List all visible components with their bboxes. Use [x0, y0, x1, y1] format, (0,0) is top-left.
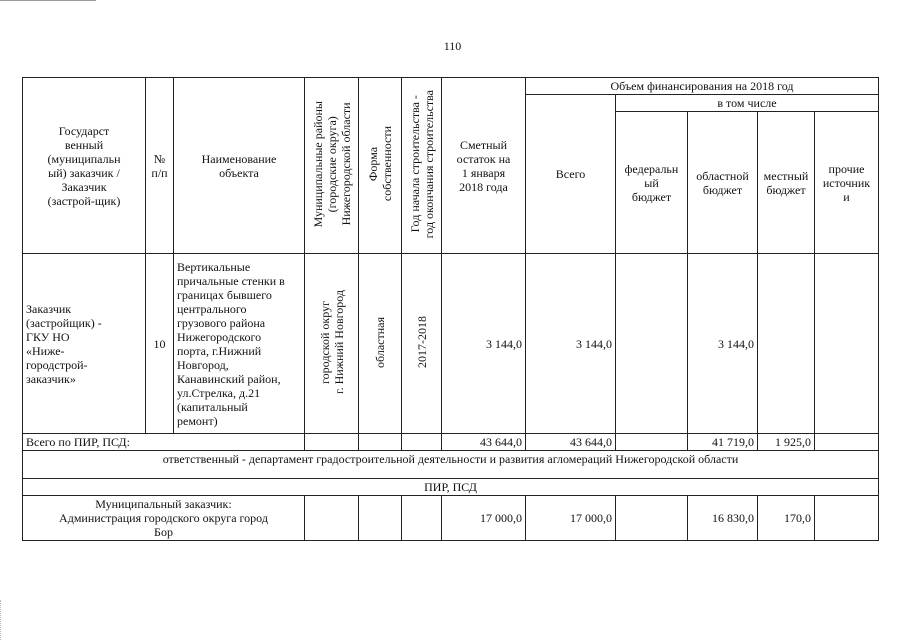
table-row-section [23, 479, 879, 496]
cell-regional: 3 144,0 [688, 254, 758, 434]
header-including: в том числе [616, 95, 879, 112]
cell-total-total: 43 644,0 [526, 434, 616, 451]
cell-years: 2017-2018 [402, 254, 442, 434]
table-row [23, 254, 879, 434]
cell-total-regional: 41 719,0 [688, 434, 758, 451]
header-other: прочие источник и [815, 112, 879, 254]
cell-empty [359, 496, 402, 541]
cell-ownership: областная [359, 254, 402, 434]
cell-district: городской округ г. Нижний Новгород [305, 254, 359, 434]
header-object-name: Наименование объекта [174, 78, 305, 254]
header-ownership: Форма собственности [359, 78, 402, 254]
cell-empty [305, 434, 359, 451]
cell-last-regional: 16 830,0 [688, 496, 758, 541]
header-estimate: Сметный остаток на 1 января 2018 года [442, 78, 526, 254]
cell-total-local: 1 925,0 [758, 434, 815, 451]
cell-last-other [815, 496, 879, 541]
cell-other [815, 254, 879, 434]
cell-total-federal [616, 434, 688, 451]
cell-estimate: 3 144,0 [442, 254, 526, 434]
cell-last-estimate: 17 000,0 [442, 496, 526, 541]
cell-total-estimate: 43 644,0 [442, 434, 526, 451]
cell-num: 10 [146, 254, 174, 434]
header-local: местный бюджет [758, 112, 815, 254]
header-districts: Муниципальные районы (городские округа) Нижегородской области [305, 78, 359, 254]
cell-total-other [815, 434, 879, 451]
header-years: Год начала строительства - год окончания строительства [402, 78, 442, 254]
header-funding-group: Объем финансирования на 2018 год [526, 78, 879, 95]
cell-last-federal [616, 496, 688, 541]
header-regional: областной бюджет [688, 112, 758, 254]
cell-responsible: ответственный - департамент градостроительной деятельности и развития агломераций Нижегородской области [23, 451, 879, 479]
cell-empty [359, 434, 402, 451]
cell-customer: Заказчик (застройщик) - ГКУ НО «Ниже- городстрой- заказчик» [23, 254, 146, 434]
cell-empty [402, 496, 442, 541]
scan-margin-dots [0, 600, 3, 640]
header-num: № п/п [146, 78, 174, 254]
cell-section-title: ПИР, ПСД [23, 479, 879, 496]
header-total: Всего [526, 95, 616, 254]
table-row-responsible [23, 451, 879, 479]
scan-edge-line [0, 0, 96, 1]
cell-last-local: 170,0 [758, 496, 815, 541]
cell-total-label: Всего по ПИР, ПСД: [23, 434, 305, 451]
cell-empty [402, 434, 442, 451]
cell-last-total: 17 000,0 [526, 496, 616, 541]
cell-object-name: Вертикальные причальные стенки в границах бывшего центрального грузового района Нижегородского порта, г.Нижний Новгород, Канавинский район, ул.Стрелка, д.21 (капитальный ремонт) [174, 254, 305, 434]
cell-total: 3 144,0 [526, 254, 616, 434]
header-federal: федеральн ый бюджет [616, 112, 688, 254]
financing-table [22, 77, 879, 541]
page-number: 110 [443, 39, 462, 53]
table-row-total [23, 434, 879, 451]
table-row [23, 496, 879, 541]
cell-last-customer: Муниципальный заказчик: Администрация городского округа город Бор [23, 496, 305, 541]
cell-federal [616, 254, 688, 434]
header-customer: Государст венный (муниципальн ый) заказчик / Заказчик (застрой-щик) [23, 78, 146, 254]
cell-local [758, 254, 815, 434]
cell-empty [305, 496, 359, 541]
